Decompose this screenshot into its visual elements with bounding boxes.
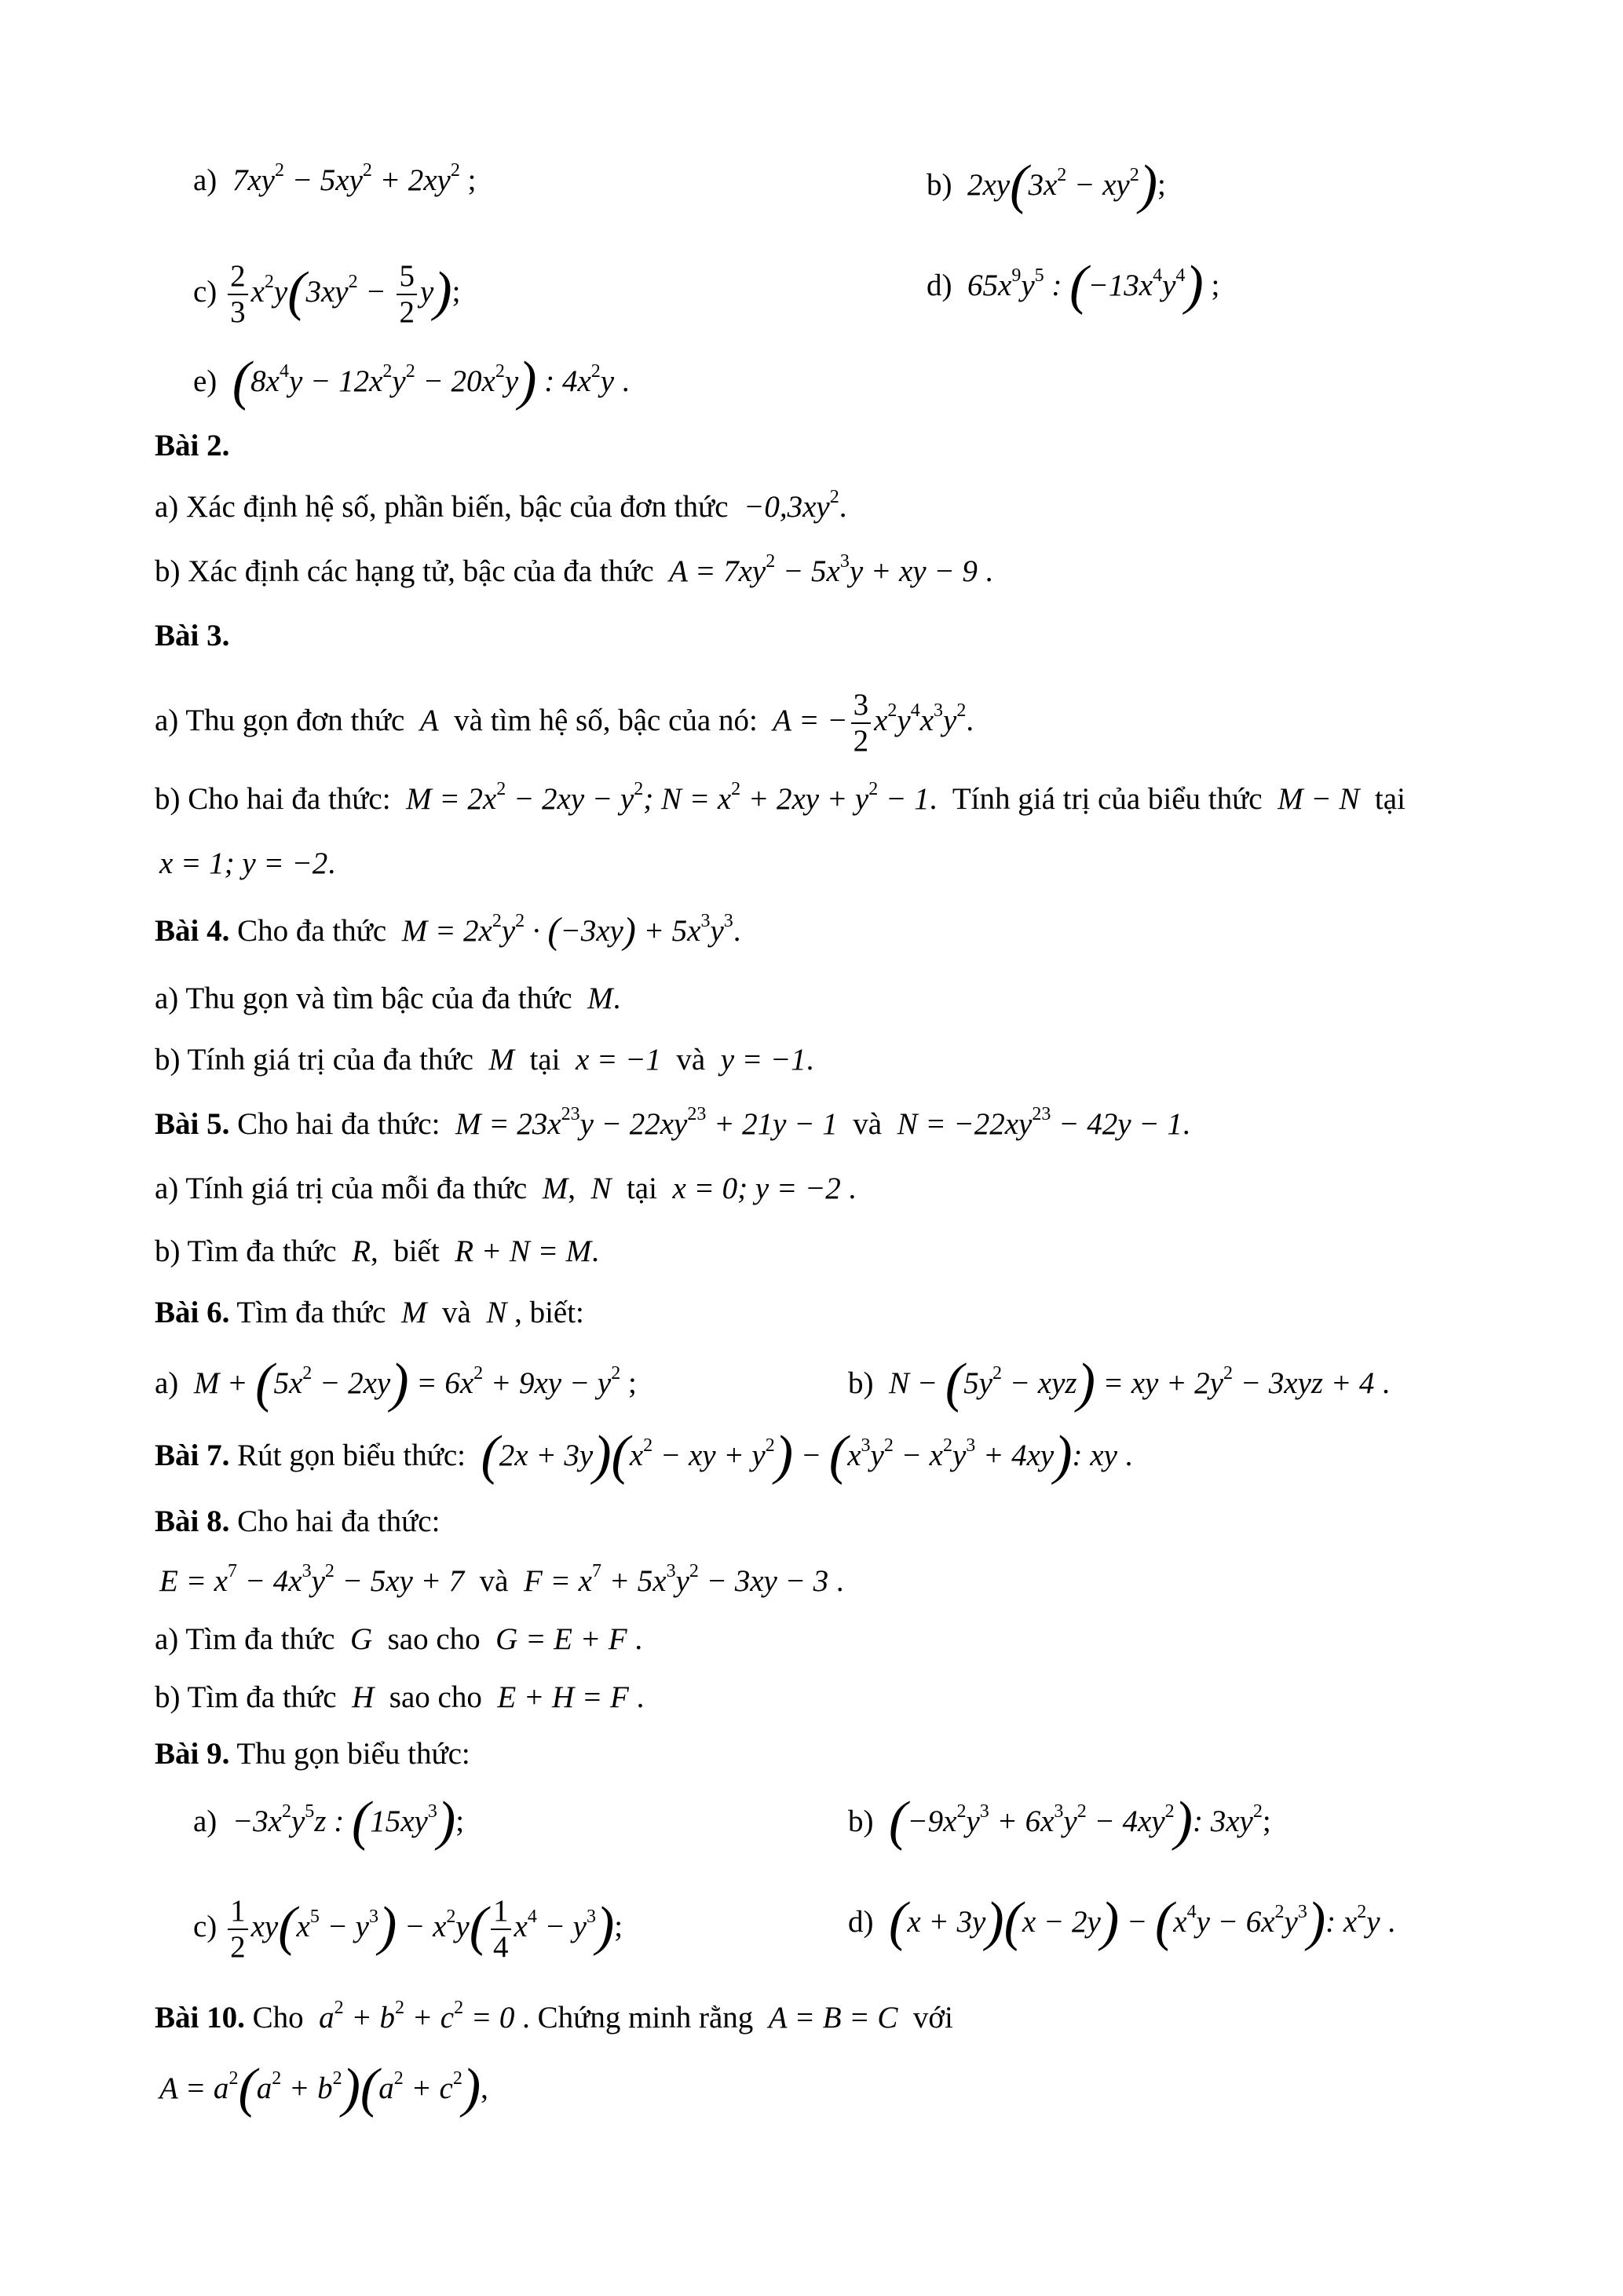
bai8-ef: $E = x^7 - 4x^3y^2 - 5xy + 7$ và $F = x^7 + 5x^3y^2 - 3xy - 3$ .: [159, 1561, 844, 1598]
bai4-a: a) Thu gọn và tìm bậc của đa thức M.: [155, 982, 621, 1015]
bai1-c: c) $\frac{2}{3}$ $x^2y(3xy^2$ − $\frac{5}{2}$ y);: [193, 259, 461, 329]
bai3-b2: x = 1; y = −2.: [159, 846, 336, 880]
bai9-c: c) $\frac{1}{2}$ $xy(x^5 - y^3) - x^2y$( $\frac{1}{4}$ $x^4 - y^3$);: [193, 1894, 623, 1964]
bai1-a: a) $7xy^2 - 5xy^2 + 2xy^2$ ;: [193, 160, 477, 197]
bai9-title: Bài 9.: [155, 1737, 230, 1771]
bai3-b1: b) Cho hai đa thức: $M = 2x^2 - 2xy - y^2$; $N = x^2 + 2xy + y^2 - 1$. Tính giá trị của biểu thức M − N tại: [155, 779, 1406, 816]
bai4-b: b) Tính giá trị của đa thức M tại x = −1 và y = −1.: [155, 1043, 814, 1077]
bai8-a: a) Tìm đa thức G sao cho G = E + F .: [155, 1622, 643, 1656]
bai6-b: b) $N - (5y^2 - xyz)$ = xy + $2y^2 - 3xyz + 4$ .: [848, 1353, 1390, 1413]
bai1-d: d) $65x^9y^5$ : $(-13x^4y^4)$ ;: [927, 255, 1220, 316]
bai9-b: b) $(-9x^2y^3 + 6x^3y^2 - 4xy^2)$: $3xy^2$;: [848, 1791, 1271, 1852]
bai2-title: Bài 2.: [155, 429, 230, 462]
bai5-b: b) Tìm đa thức R, biết R + N = M.: [155, 1234, 599, 1268]
bai9-stmt: Bài 9. Thu gọn biểu thức:: [155, 1737, 470, 1771]
bai1-b: b) $2xy(3x^2 - xy^2)$;: [927, 155, 1166, 215]
bai10-A: $A = a^2(a^2 + b^2)(a^2 + c^2)$,: [159, 2058, 488, 2119]
bai7-stmt: Bài 7. Rút gọn biểu thức: $(2x + 3y)(x^2$ − xy + $y^2) - (x^3y^2 - x^2y^3 + 4xy)$: xy .: [155, 1425, 1133, 1486]
bai2-a: a) Xác định hệ số, phần biến, bậc của đơn thức $-0,3xy^2$.: [155, 487, 847, 524]
bai6-stmt: Bài 6. Tìm đa thức M và N , biết:: [155, 1296, 584, 1329]
bai4-title: Bài 4.: [155, 914, 230, 948]
bai1-e: e) $(8x^4y - 12x^2y^2 - 20x^2y)$ : $4x^2y$ .: [193, 351, 630, 411]
bai3-a: a) Thu gọn đơn thức A và tìm hệ số, bậc của nó: A = − $\frac{3}{2}$ $x^2y^4x^3y^2$.: [155, 688, 974, 758]
bai8-b: b) Tìm đa thức H sao cho E + H = F .: [155, 1680, 645, 1714]
bai8-stmt: Bài 8. Cho hai đa thức:: [155, 1504, 440, 1538]
bai10-title: Bài 10.: [155, 2001, 245, 2035]
bai5-stmt: Bài 5. Cho hai đa thức: $M = 23x^{23}y - 22xy^{23} + 21y - 1$ và $N = -22xy^{23} - 42y - 1$.: [155, 1104, 1190, 1141]
bai4-stmt: Bài 4. Cho đa thức $M = 2x^2y^2 \cdot (-3xy) + 5x^3y^3$.: [155, 910, 741, 952]
bai9-d: d) $(x + 3y)(x - 2y) - (x^4y - 6x^2y^3)$: $x^2y$ .: [848, 1892, 1396, 1952]
bai9-a: $a) -3x^2y^5z$ : $(15xy^3)$;: [193, 1791, 465, 1852]
bai6-a: a) $M + (5x^2 - 2xy) = 6x^2 + 9xy - y^2$ ;: [155, 1353, 637, 1413]
bai2-b: b) Xác định các hạng tử, bậc của đa thức $A = 7xy^2 - 5x^3y$ + xy − 9 .: [155, 551, 993, 588]
bai5-title: Bài 5.: [155, 1107, 230, 1141]
bai6-title: Bài 6.: [155, 1296, 230, 1329]
bai8-title: Bài 8.: [155, 1504, 230, 1538]
bai7-title: Bài 7.: [155, 1439, 230, 1472]
bai3-title: Bài 3.: [155, 619, 230, 653]
bai10-stmt: Bài 10. Cho $a^2 + b^2 + c^2 = 0$ . Chứng minh rằng A = B = C với: [155, 1998, 953, 2035]
bai5-a: a) Tính giá trị của mỗi đa thức M, N tại x = 0; y = −2 .: [155, 1172, 857, 1205]
